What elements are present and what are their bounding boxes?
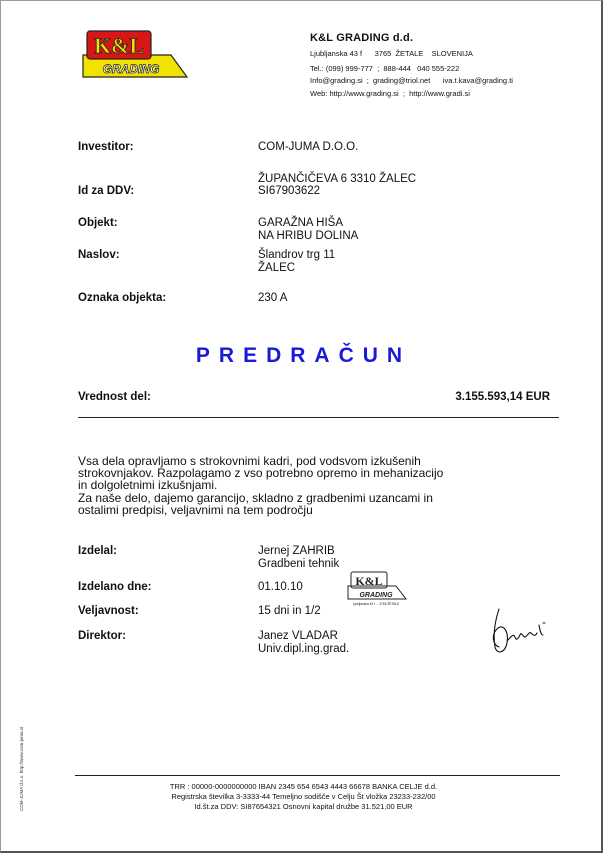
paragraph-line-3: in dolgoletnimi izkušnjami. bbox=[78, 478, 218, 492]
direktor-title: Univ.dipl.ing.grad. bbox=[258, 643, 350, 655]
objekt-line2: NA HRIBU DOLINA bbox=[258, 230, 359, 242]
company-address: Ljubljanska 43 f 3765 ŽETALE SLOVENIJA bbox=[310, 49, 473, 58]
company-email: Info@grading.si ; grading@triol.net iva.t.kava@grading.ti bbox=[310, 76, 513, 85]
objekt-line1: GARAŽNA HIŠA bbox=[258, 217, 343, 229]
id-ddv-label: Id za DDV: bbox=[78, 185, 135, 197]
value-amount: 3.155.593,14 EUR bbox=[455, 391, 550, 403]
izdelal-name: Jernej ZAHRIB bbox=[258, 545, 335, 557]
direktor-name: Janez VLADAR bbox=[258, 630, 338, 642]
paragraph-line-2: strokovnjakov. Razpolagamo z vso potrebno opremo in mehanizacijo bbox=[78, 466, 444, 480]
margin-note: COM-JUMA d.o.o. http://www.com-juma.si bbox=[19, 726, 24, 811]
company-logo bbox=[79, 29, 189, 81]
veljavnost-value: 15 dni in 1/2 bbox=[258, 605, 321, 617]
footer-tax: Id.št.za DDV: SI87654321 Osnovni kapital družbe 31.521,00 EUR bbox=[194, 802, 413, 811]
value-label: Vrednost del: bbox=[78, 391, 151, 403]
company-name: K&L GRADING d.d. bbox=[310, 32, 414, 44]
oznaka-label: Oznaka objekta: bbox=[78, 292, 167, 304]
svg-text:GRADING: GRADING bbox=[359, 592, 393, 599]
value-divider bbox=[78, 417, 559, 418]
footer-divider bbox=[75, 775, 560, 776]
svg-text:K&L: K&L bbox=[93, 33, 145, 58]
paragraph-line-1: Vsa dela opravljamo s strokovnimi kadri, pod vodsvom izkušenih bbox=[78, 454, 421, 468]
footer-bank: TRR : 00000-0000000000 IBAN 2345 654 6543 4443 66678 BANKA CELJE d.d. bbox=[169, 782, 438, 791]
izdelal-label: Izdelal: bbox=[78, 545, 117, 557]
company-web: Web: http://www.grading.si ; http://www.gradi.si bbox=[310, 89, 470, 98]
paragraph-line-5: ostalimi predpisi, veljavnimi na tem področju bbox=[78, 503, 313, 517]
document-title: PREDRAČUN bbox=[195, 344, 412, 367]
izdelano-value: 01.10.10 bbox=[258, 581, 303, 593]
company-phone: Tel.: (099) 999-777 ; 888-444 040 555-222 bbox=[310, 64, 460, 73]
direktor-label: Direktor: bbox=[78, 630, 126, 642]
investitor-address: ŽUPANČIČEVA 6 3310 ŽALEC bbox=[258, 173, 417, 185]
paragraph-line-4: Za naše delo, dajemo garancijo, skladno z gradbenimi uzancami in bbox=[78, 491, 433, 505]
izdelal-title: Gradbeni tehnik bbox=[258, 558, 340, 570]
oznaka-value: 230 A bbox=[258, 292, 288, 304]
svg-text:GRADING: GRADING bbox=[102, 62, 160, 76]
naslov-line1: Šlandrov trg 11 bbox=[258, 249, 336, 261]
id-ddv-value: SI67903622 bbox=[258, 185, 321, 197]
company-stamp bbox=[346, 571, 408, 607]
director-signature bbox=[485, 601, 557, 659]
veljavnost-label: Veljavnost: bbox=[78, 605, 139, 617]
svg-text:Ljubljanska 43 f ... 3765 ŽETA: Ljubljanska 43 f ... 3765 ŽETALE bbox=[352, 602, 400, 606]
investitor-value: COM-JUMA D.O.O. bbox=[258, 141, 359, 153]
objekt-label: Objekt: bbox=[78, 217, 118, 229]
izdelano-label: Izdelano dne: bbox=[78, 581, 152, 593]
svg-text:K&L: K&L bbox=[355, 574, 383, 588]
naslov-label: Naslov: bbox=[78, 249, 120, 261]
footer-registry: Registrska številka 3-3333-44 Temeljno sodišče v Celju Št vložka 23233-232/00 bbox=[171, 792, 436, 801]
naslov-line2: ŽALEC bbox=[258, 262, 296, 274]
investitor-label: Investitor: bbox=[78, 141, 134, 153]
